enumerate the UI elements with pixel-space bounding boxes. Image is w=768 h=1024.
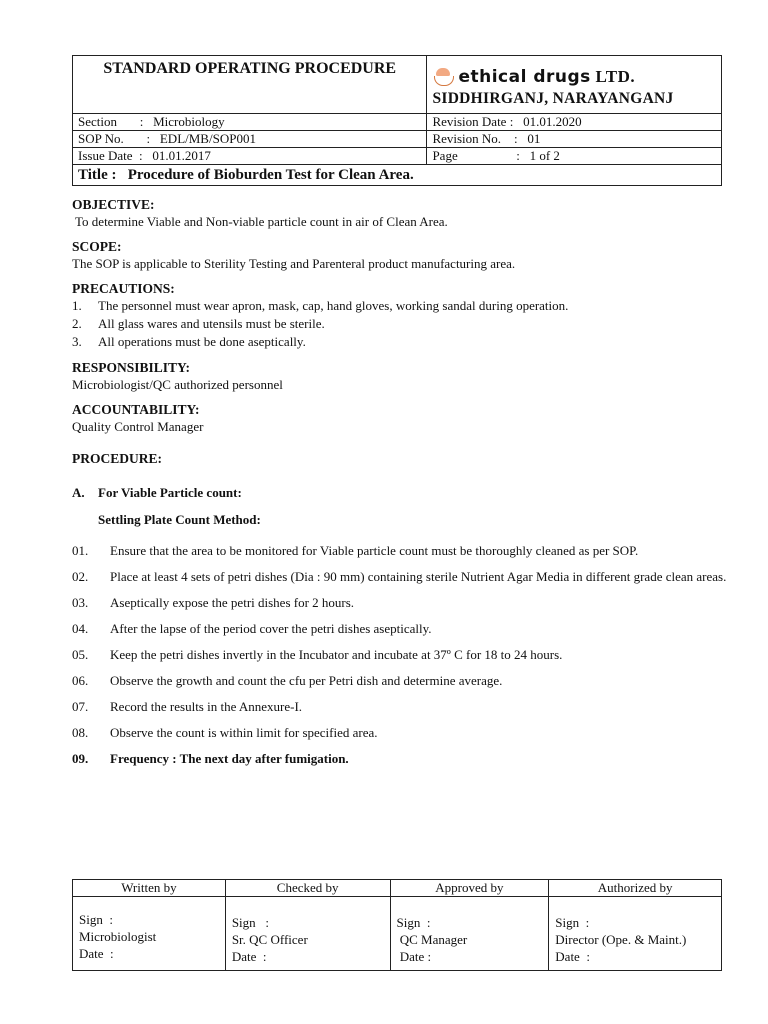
company-logo-icon <box>432 67 454 87</box>
header-checked-by: Checked by <box>225 880 390 897</box>
header-authorized-by: Authorized by <box>549 880 722 897</box>
list-item: 02. Place at least 4 sets of petri dishes (Dia : 90 mm) containing sterile Nutrient Agar Media in different grade clean areas. <box>72 569 727 584</box>
scope-text: The SOP is applicable to Sterility Testing and Parenteral product manufacturing area. <box>72 256 516 271</box>
issue-date-field: Issue Date : 01.01.2017 <box>73 148 427 165</box>
sign-cell-approved: Sign : QC Manager Date : <box>390 897 549 971</box>
objective-text: To determine Viable and Non-viable particle count in air of Clean Area. <box>72 214 448 229</box>
revision-no-field: Revision No. : 01 <box>427 131 722 148</box>
signature-table <box>72 879 722 971</box>
company-block <box>427 56 722 114</box>
header-written-by: Written by <box>73 880 226 897</box>
sop-header-table <box>72 55 722 186</box>
objective-heading: OBJECTIVE: <box>72 197 155 212</box>
list-item: 1. The personnel must wear apron, mask, cap, hand gloves, working sandal during operation. <box>72 298 569 313</box>
sign-cell-checked: Sign : Sr. QC Officer Date : <box>225 897 390 971</box>
responsibility-text: Microbiologist/QC authorized personnel <box>72 377 283 392</box>
precautions-heading: PRECAUTIONS: <box>72 281 175 296</box>
sign-cell-authorized: Sign : Director (Ope. & Maint.) Date : <box>549 897 722 971</box>
list-item: 04. After the lapse of the period cover the petri dishes aseptically. <box>72 621 432 636</box>
method-heading: Settling Plate Count Method: <box>98 512 261 527</box>
procedure-sub-a: A. For Viable Particle count: <box>72 485 242 500</box>
document-title: Title : Procedure of Bioburden Test for Clean Area. <box>73 165 722 186</box>
list-item: 06. Observe the growth and count the cfu per Petri dish and determine average. <box>72 673 503 688</box>
scope-heading: SCOPE: <box>72 239 122 254</box>
document-body <box>72 193 732 776</box>
accountability-text: Quality Control Manager <box>72 419 204 434</box>
list-item: 3. All operations must be done aseptically. <box>72 334 306 349</box>
list-item: 03. Aseptically expose the petri dishes for 2 hours. <box>72 595 355 610</box>
frequency-item: 09. Frequency : The next day after fumigation. <box>72 751 349 766</box>
sign-cell-written: Sign : Microbiologist Date : <box>73 897 226 971</box>
page-field: Page : 1 of 2 <box>427 148 722 165</box>
precautions-list <box>72 297 732 351</box>
list-item: 05. Keep the petri dishes invertly in the Incubator and incubate at 37º C for 18 to 24 hours. <box>72 647 563 662</box>
company-suffix: LTD. <box>595 67 636 86</box>
list-item: 07. Record the results in the Annexure-I. <box>72 699 303 714</box>
sop-title: STANDARD OPERATING PROCEDURE <box>73 56 427 114</box>
procedure-steps <box>72 542 732 767</box>
revision-date-field: Revision Date : 01.01.2020 <box>427 114 722 131</box>
company-address: SIDDHIRGANJ, NARAYANGANJ <box>432 90 674 107</box>
header-approved-by: Approved by <box>390 880 549 897</box>
responsibility-heading: RESPONSIBILITY: <box>72 360 191 375</box>
company-name <box>432 67 716 87</box>
list-item: 01. Ensure that the area to be monitored for Viable particle count must be thoroughly cleaned as per SOP. <box>72 543 639 558</box>
procedure-heading: PROCEDURE: <box>72 451 162 466</box>
section-field: Section : Microbiology <box>73 114 427 131</box>
company-name-text: ethical drugs <box>458 67 591 87</box>
list-item: 2. All glass wares and utensils must be sterile. <box>72 316 325 331</box>
accountability-heading: ACCOUNTABILITY: <box>72 402 200 417</box>
sop-no-field: SOP No. : EDL/MB/SOP001 <box>73 131 427 148</box>
list-item: 08. Observe the count is within limit for specified area. <box>72 725 378 740</box>
